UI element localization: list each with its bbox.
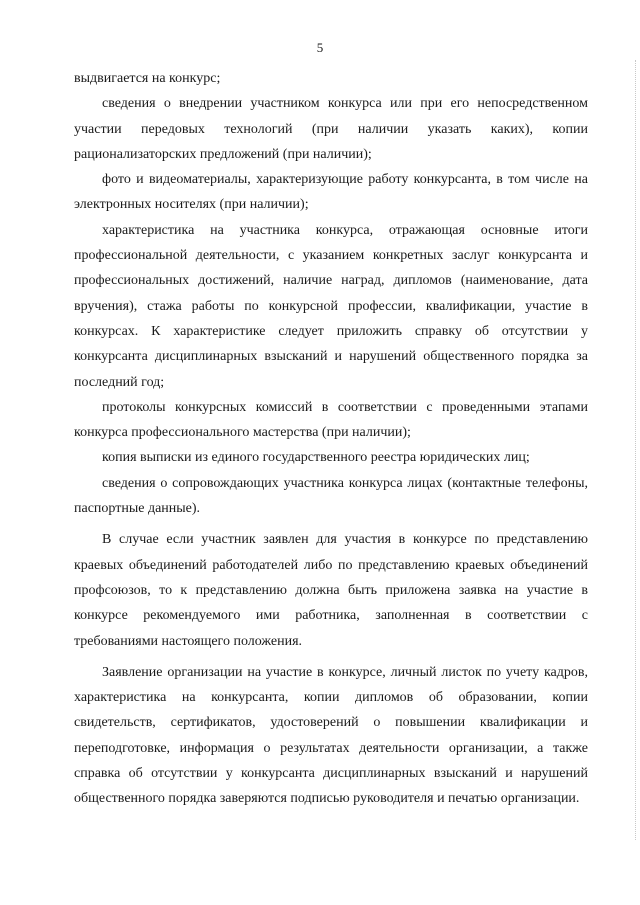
paragraph-registry-extract: копия выписки из единого государственного реестра юридических лиц; <box>102 450 530 466</box>
paragraph-certification: Заявление организации на участие в конкурсе, личный листок по учету кадров, характеристика на конкурсанта, копии дипломов об образовании, копии свидетельств, сертификатов, удостоверений о повышении квалификации и переподготовке, информация о результатах деятельности организации, а также справка об отсутствии у конкурсанта дисциплинарных взысканий и нарушений общественного порядка заверяются подписью руководителя и печатью организации. <box>74 664 588 807</box>
paragraph-continuation: выдвигается на конкурс; <box>74 71 221 86</box>
paragraph-photo-video: фото и видеоматериалы, характеризующие работу конкурсанта, в том числе на электронных носителях (при наличии); <box>74 172 588 213</box>
paragraph-accompanying-persons: сведения о сопровождающих участника конкурса лицах (контактные телефоны, паспортные данные). <box>74 475 588 517</box>
paragraph-characteristic: характеристика на участника конкурса, отражающая основные итоги профессиональной деятельности, с указанием конкретных заслуг конкурсанта и профессиональных достижений, наличие наград, дипломов (наименование, дата вручения), стажа работы по конкурсной профессии, квалификации, участие в конкурсах. К характеристике следует приложить справку об отсутствии у конкурсанта дисциплинарных взысканий и нарушений общественного порядка за последний год; <box>74 222 588 390</box>
scan-edge-mark <box>634 60 636 840</box>
document-body <box>74 66 588 812</box>
page-number: 5 <box>316 40 324 55</box>
paragraph-employer-nomination: В случае если участник заявлен для участия в конкурсе по представлению краевых объединений работодателей либо по представлению краевых объединений профсоюзов, то к представлению должна быть приложена заявка на участие в конкурсе рекомендуемого ими работника, заполненная в соответствии с требованиями настоящего положения. <box>74 532 588 649</box>
paragraph-commission-protocols: протоколы конкурсных комиссий в соответствии с проведенными этапами конкурса профессионального мастерства (при наличии); <box>74 399 588 441</box>
paragraph-innovation-info: сведения о внедрении участником конкурса или при его непосредственном участии передовых технологий (при наличии указать каких), копии рационализаторских предложений (при наличии); <box>74 96 588 162</box>
